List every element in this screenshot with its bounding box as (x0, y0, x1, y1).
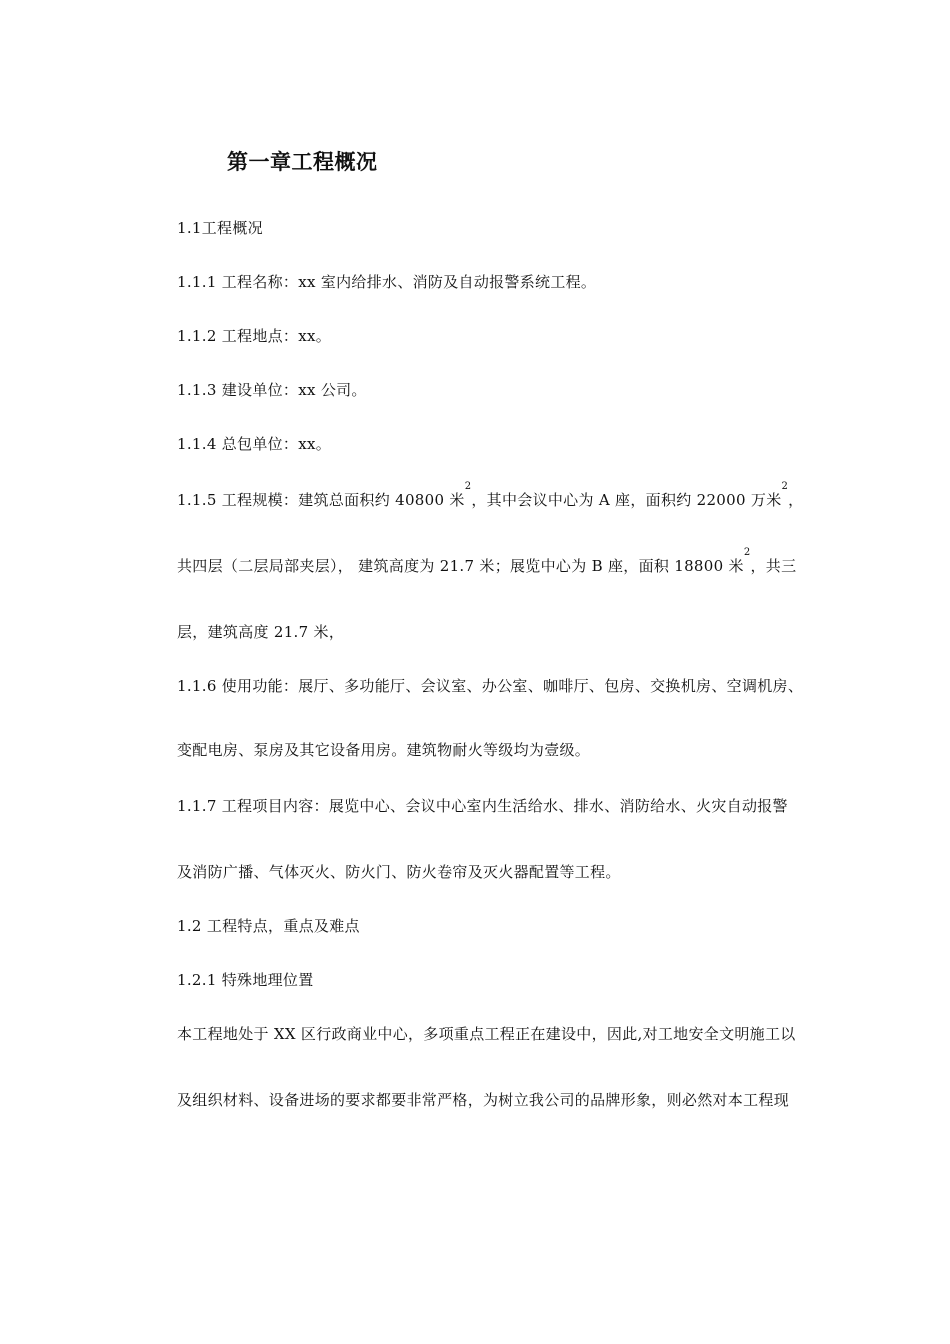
item-1-1-3: 1.1.3 建设单位：xx 公司。 (177, 381, 367, 399)
item-1-1-5-text-c: ， (788, 491, 804, 509)
item-1-1-7-line-2: 及消防广播、气体灭火、防火门、防火卷帘及灭火器配置等工程。 (177, 863, 621, 881)
item-1-1-6-line-2: 变配电房、泵房及其它设备用房。建筑物耐火等级均为壹级。 (177, 741, 591, 759)
item-1-1-2: 1.1.2 工程地点：xx。 (177, 327, 332, 345)
item-1-1-5-text-d: 共四层（二层局部夹层）， 建筑高度为 21.7 米；展览中心为 B 座，面积 18800 米 (177, 557, 744, 575)
item-1-1-7-line-1: 1.1.7 工程项目内容：展览中心、会议中心室内生活给水、排水、消防给水、火灾自动报警 (177, 797, 788, 815)
item-1-1-6-line-1: 1.1.6 使用功能：展厅、多功能厅、会议室、办公室、咖啡厅、包房、交换机房、空调机房、 (177, 677, 804, 695)
item-1-1-5-text-a: 1.1.5 工程规模：建筑总面积约 40800 米 (177, 491, 465, 509)
superscript: 2 (743, 547, 751, 558)
item-1-1-4: 1.1.4 总包单位：xx。 (177, 435, 332, 453)
section-heading-1-2: 1.2 工程特点，重点及难点 (177, 917, 360, 935)
item-1-2-1: 1.2.1 特殊地理位置 (177, 971, 314, 989)
item-1-1-5-line-3: 层，建筑高度 21.7 米， (177, 623, 345, 641)
superscript: 2 (464, 481, 472, 492)
item-1-1-5-text-e: ，共三 (750, 557, 797, 575)
section-heading-1-1: 1.1工程概况 (177, 219, 263, 237)
item-1-1-1: 1.1.1 工程名称：xx 室内给排水、消防及自动报警系统工程。 (177, 273, 597, 291)
paragraph-line-1: 本工程地处于 XX 区行政商业中心，多项重点工程正在建设中，因此,对工地安全文明施工以 (177, 1025, 796, 1043)
paragraph-line-2: 及组织材料、设备进场的要求都要非常严格，为树立我公司的品牌形象，则必然对本工程现 (177, 1091, 790, 1109)
item-1-1-5-line-2 (177, 547, 797, 576)
superscript: 2 (781, 481, 789, 492)
chapter-title: 第一章工程概况 (227, 149, 378, 174)
item-1-1-5-text-b: ，其中会议中心为 A 座，面积约 22000 万米 (471, 491, 782, 509)
item-1-1-5-line-1 (177, 481, 804, 510)
